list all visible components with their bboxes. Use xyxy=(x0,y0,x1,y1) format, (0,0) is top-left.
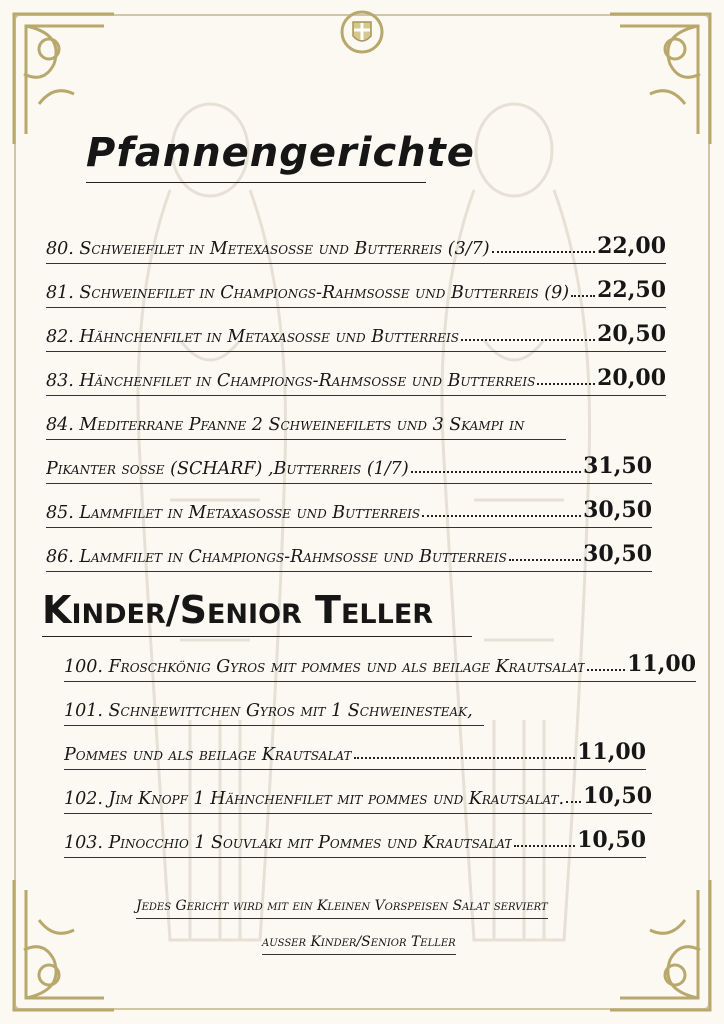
item-price: 10,50 xyxy=(577,827,646,853)
item-text: 85. Lammfilet in Metaxasosse und Butterreis xyxy=(46,503,421,523)
item-text: 82. Hähnchenfilet in Metaxasosse und Butterreis xyxy=(46,327,459,347)
item-text: 86. Lammfilet in Championgs-Rahmsosse und Butterreis xyxy=(46,547,507,567)
menu-item-84-cont xyxy=(46,450,652,484)
dot-leader xyxy=(509,559,581,561)
item-price: 30,50 xyxy=(583,541,652,567)
menu-item-80 xyxy=(46,230,666,264)
item-text: Pommes und als beilage Krautsalat xyxy=(64,745,352,765)
dot-leader xyxy=(422,515,581,517)
item-text: 101. Schneewittchen Gyros mit 1 Schweinesteak, xyxy=(64,701,473,721)
item-price: 20,50 xyxy=(597,321,666,347)
salad-note: Jedes Gericht wird mit ein Kleinen Vorspeisen Salat serviert xyxy=(136,898,548,919)
dot-leader xyxy=(411,471,581,473)
menu-item-103 xyxy=(64,824,646,858)
item-price: 30,50 xyxy=(583,497,652,523)
dot-leader xyxy=(537,383,595,385)
menu-item-83 xyxy=(46,362,666,396)
menu-item-85 xyxy=(46,494,652,528)
item-price: 10,50 xyxy=(583,783,652,809)
menu-item-86 xyxy=(46,538,652,572)
dot-leader xyxy=(571,295,595,297)
dot-leader xyxy=(587,669,625,671)
item-price: 11,00 xyxy=(627,651,696,677)
item-price: 31,50 xyxy=(583,453,652,479)
item-price: 22,50 xyxy=(597,277,666,303)
item-text: 83. Hänchenfilet in Championgs-Rahmsosse und Butterreis xyxy=(46,371,536,391)
menu-item-84 xyxy=(46,406,566,440)
item-text: 100. Froschkönig Gyros mit pommes und als beilage Krautsalat xyxy=(64,657,586,677)
item-price: 11,00 xyxy=(577,739,646,765)
dot-leader xyxy=(461,339,595,341)
item-text: 81. Schweinefilet in Championgs-Rahmsosse und Butterreis (9) xyxy=(46,283,570,303)
menu-item-101 xyxy=(64,692,484,726)
section-title-pfannengerichte: Pfannengerichte xyxy=(86,130,426,183)
ornament-corner-icon xyxy=(4,870,124,1020)
dot-leader xyxy=(492,251,596,253)
menu-item-101-cont xyxy=(64,736,646,770)
dot-leader xyxy=(566,801,581,803)
menu-item-100 xyxy=(64,648,696,682)
menu-item-82 xyxy=(46,318,666,352)
item-price: 22,00 xyxy=(597,233,666,259)
ornament-corner-icon xyxy=(600,870,720,1020)
item-text: 80. Schweiefilet in Metexasosse und Butterreis (3/7) xyxy=(46,239,490,259)
item-text: 84. Mediterrane Pfanne 2 Schweinefilets und 3 Skampi in xyxy=(46,415,525,435)
menu-item-81 xyxy=(46,274,666,308)
section-title-kinder-senior: Kinder/Senior Teller xyxy=(42,588,472,637)
item-text: 103. Pinocchio 1 Souvlaki mit Pommes und Krautsalat xyxy=(64,833,513,853)
crest-icon xyxy=(340,6,384,58)
dot-leader xyxy=(354,757,576,759)
menu-item-102 xyxy=(64,780,652,814)
ornament-corner-icon xyxy=(600,4,720,154)
item-text: 102. Jim Knopf 1 Hähnchenfilet mit pommes und Krautsalat. xyxy=(64,789,565,809)
exception-note: ausser Kinder/Senior Teller xyxy=(262,934,456,955)
dot-leader xyxy=(514,845,575,847)
item-price: 20,00 xyxy=(597,365,666,391)
item-text: Pikanter sosse (SCHARF) ,Butterreis (1/7) xyxy=(46,459,409,479)
